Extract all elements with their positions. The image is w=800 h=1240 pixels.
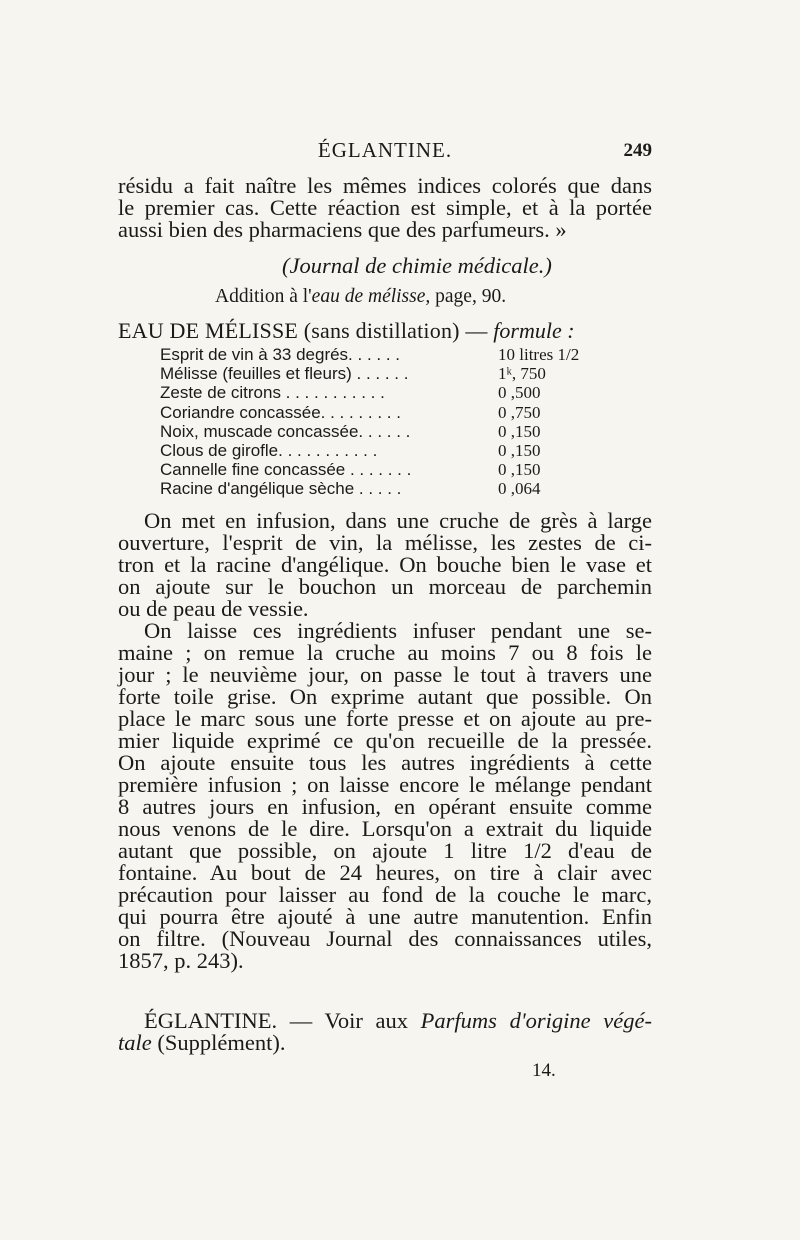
quantity: 0 ,150: [498, 460, 541, 480]
text-line: fontaine. Au bout de 24 heures, on tire à clair avec: [118, 860, 652, 885]
recipe-row: [160, 345, 580, 364]
section-heading: EAU DE MÉLISSE (sans distillation) —: [118, 318, 494, 343]
text-line: résidu a fait naître les mêmes indices colorés que dans: [118, 173, 652, 198]
ingredient: Racine d'angélique sèche . . . . .: [160, 479, 402, 499]
section-title: [118, 318, 652, 344]
text-line: le premier cas. Cette réaction est simple, et à la portée: [118, 195, 652, 220]
text-line: nous venons de le dire. Lorsqu'on a extrait du liquide: [118, 816, 652, 841]
ingredient: Cannelle fine concassée . . . . . . .: [160, 460, 412, 480]
signature-mark: 14.: [532, 1060, 556, 1081]
text-line: on filtre. (Nouveau Journal des connaissances utiles,: [118, 926, 652, 951]
text-line: autant que possible, on ajoute 1 litre 1/2 d'eau de: [118, 838, 652, 863]
page-header: [118, 138, 652, 168]
text-line: place le marc sous une forte presse et on ajoute au pre-: [118, 706, 652, 731]
entry-line: [118, 1032, 652, 1054]
entry-title: ÉGLANTINE. —: [144, 1008, 325, 1033]
addition-italic: eau de mélisse,: [311, 286, 431, 307]
eglantine-entry: [118, 1010, 652, 1054]
text-line: 1857, p. 243).: [118, 948, 244, 973]
section-formule: formule :: [493, 318, 575, 343]
text-line: 8 autres jours en infusion, en opérant ensuite comme: [118, 794, 652, 819]
quantity: 1ᵏ, 750: [498, 364, 546, 384]
text-line: première infusion ; on laisse encore le mélange pendant: [118, 772, 652, 797]
quantity: 0 ,064: [498, 479, 541, 499]
text-line: ou de peau de vessie.: [118, 596, 309, 621]
text-line: forte toile grise. On exprime autant que possible. On: [118, 684, 652, 709]
addition-suffix: page, 90.: [430, 286, 507, 307]
text-line: maine ; on remue la cruche au moins 7 ou 8 fois le: [118, 640, 652, 665]
text-line: On ajoute ensuite tous les autres ingrédients à cette: [118, 750, 652, 775]
text-line: jour ; le neuvième jour, on passe le tout à travers une: [118, 662, 652, 687]
ingredient: Esprit de vin à 33 degrés. . . . . .: [160, 345, 401, 364]
running-title: ÉGLANTINE.: [317, 138, 453, 162]
quantity: 0 ,500: [498, 383, 541, 403]
recipe-row: [160, 441, 580, 460]
ingredient: Noix, muscade concassée. . . . . .: [160, 421, 411, 441]
entry-italic: Parfums d'origine végé-: [420, 1008, 652, 1033]
text-line: mier liquide exprimé ce qu'on recueille de la pressée.: [118, 728, 652, 753]
text-line: ouverture, l'esprit de vin, la mélisse, les zestes de ci-: [118, 530, 652, 555]
entry-text: Voir aux: [324, 1008, 421, 1033]
recipe-row: [160, 422, 580, 441]
ingredient: Coriandre concassée. . . . . . . . .: [160, 402, 401, 422]
page-number: 249: [623, 140, 652, 161]
quantity: 0 ,150: [498, 440, 541, 460]
recipe-row: [160, 383, 580, 402]
citation-source: (Journal de chimie médicale.): [282, 253, 552, 278]
entry-text-cont: (Supplément).: [151, 1030, 286, 1055]
text-line: on ajoute sur le bouchon un morceau de parchemin: [118, 574, 652, 599]
text-line: On laisse ces ingrédients infuser pendant une se-: [144, 618, 652, 643]
recipe-row: [160, 479, 580, 498]
text-line: qui pourra être ajouté à une autre manutention. Enfin: [118, 904, 652, 929]
text-line: précaution pour laisser au fond de la couche le marc,: [118, 882, 652, 907]
recipe-row: [160, 460, 580, 479]
text-line: tron et la racine d'angélique. On bouche bien le vase et: [118, 552, 652, 577]
addition-prefix: Addition à l': [215, 286, 312, 307]
entry-line: [118, 1010, 652, 1032]
text-line: On met en infusion, dans une cruche de grès à large: [144, 508, 652, 533]
top-paragraph: [118, 175, 652, 241]
quantity: 0 ,150: [498, 421, 541, 441]
ingredient: Mélisse (feuilles et fleurs) . . . . . .: [160, 364, 409, 384]
quantity: 10 litres 1/2: [498, 345, 580, 364]
main-text: [118, 510, 652, 972]
recipe-list: [160, 345, 580, 499]
recipe-row: [160, 364, 580, 383]
text-line: aussi bien des pharmaciens que des parfumeurs. »: [118, 217, 567, 242]
ingredient: Clous de girofle. . . . . . . . . . .: [160, 440, 378, 460]
recipe-row: [160, 403, 580, 422]
entry-italic-cont: tale: [118, 1030, 152, 1055]
quantity: 0 ,750: [498, 402, 541, 422]
addition-note: [215, 286, 506, 308]
ingredient: Zeste de citrons . . . . . . . . . . .: [160, 383, 385, 403]
